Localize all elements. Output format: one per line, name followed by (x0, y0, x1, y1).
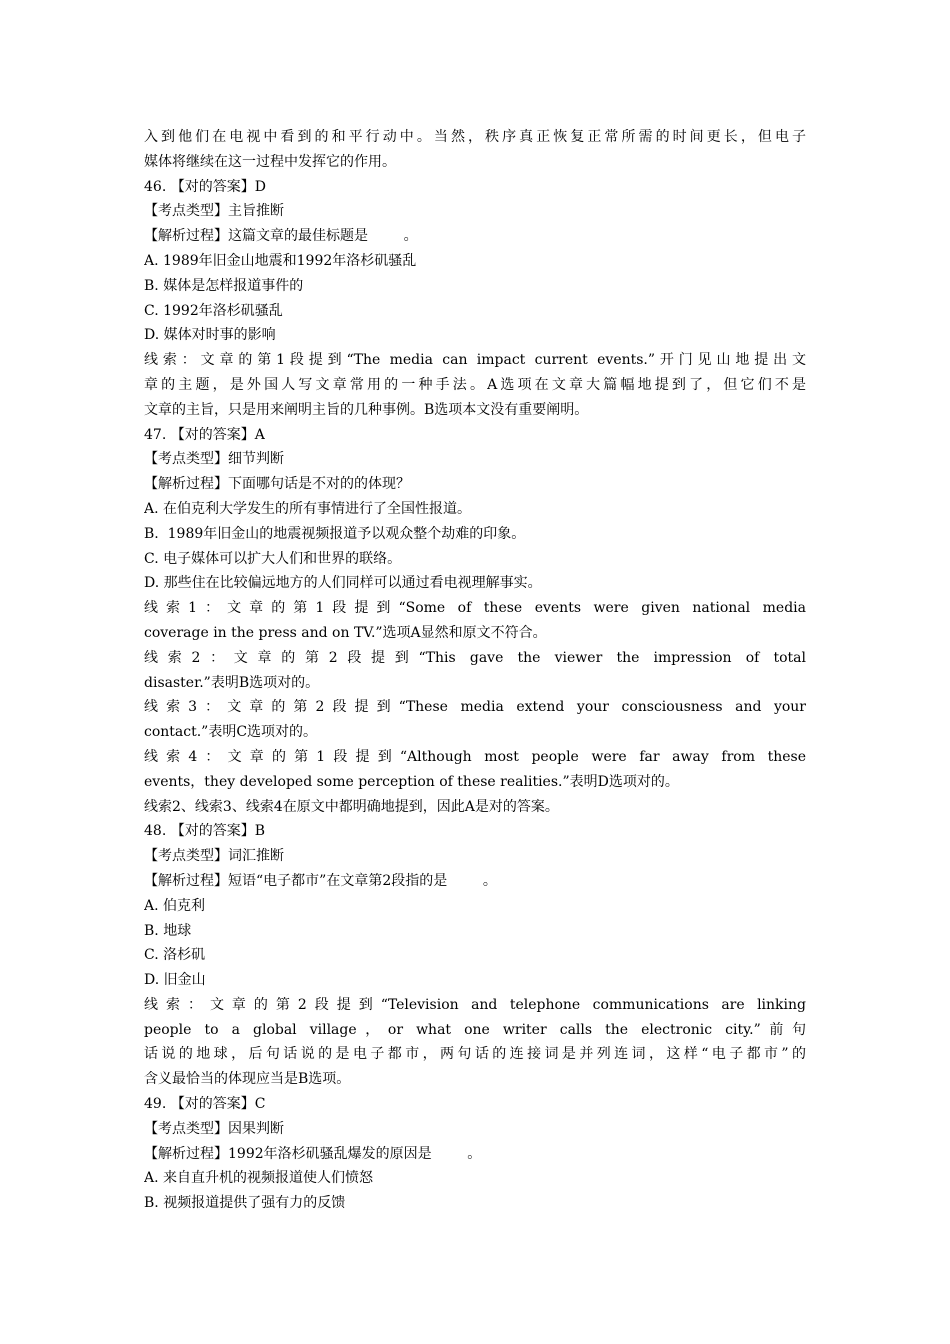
text-line: 线索3：文章的第2段提到“These media extend your consciousness and your (144, 699, 806, 716)
text-line: 含义最恰当的体现应当是B选项。 (144, 1071, 351, 1088)
text-line: 48. 【对的答案】B (144, 823, 266, 840)
text-line: contact.”表明C选项对的。 (144, 724, 318, 741)
text-line: B. 媒体是怎样报道事件的 (144, 277, 304, 294)
text-line: 【解析过程】这篇文章的最佳标题是 。 (144, 228, 418, 245)
text-line: 【解析过程】1992年洛杉矶骚乱爆发的原因是 。 (144, 1145, 482, 1162)
text-line: 【解析过程】短语“电子都市”在文章第2段指的是 。 (144, 872, 497, 889)
text-line: B. 1989年旧金山的地震视频报道予以观众整个劫难的印象。 (144, 525, 526, 542)
text-line: B. 地球 (144, 922, 192, 939)
text-line: A. 1989年旧金山地震和1992年洛杉矶骚乱 (144, 252, 417, 269)
text-line: events，they developed some perception of these realities.”表明D选项对的。 (144, 773, 679, 790)
text-line: C. 电子媒体可以扩大人们和世界的联络。 (144, 550, 402, 567)
text-line: 49. 【对的答案】C (144, 1096, 266, 1113)
text-line: 线索1：文章的第1段提到“Some of these events were given national media (144, 600, 806, 617)
text-line: 章的主题，是外国人写文章常用的一种手法。A选项在文章大篇幅地提到了，但它们不是 (144, 376, 806, 393)
text-line: 线索：文章的第2段提到“Television and telephone communications are linking (144, 996, 806, 1013)
document-body (144, 125, 806, 1216)
text-line: 线索4：文章的第1段提到“Although most people were far away from these (144, 748, 806, 765)
text-line: D. 那些住在比较偏远地方的人们同样可以通过看电视理解事实。 (144, 575, 542, 592)
text-line: A. 来自直升机的视频报道使人们愤怒 (144, 1170, 374, 1187)
text-line: coverage in the press and on TV.”选项A显然和原文不符合。 (144, 624, 547, 641)
text-line: D. 媒体对时事的影响 (144, 327, 276, 344)
text-line: people to a global village，or what one writer calls the electronic city.”前句 (144, 1021, 806, 1038)
text-line: C. 1992年洛杉矶骚乱 (144, 302, 283, 319)
text-line: A. 伯克利 (144, 897, 206, 914)
text-line: 话说的地球，后句话说的是电子都市，两句话的连接词是并列连词，这样“电子都市”的 (144, 1046, 806, 1063)
text-line: A. 在伯克利大学发生的所有事情进行了全国性报道。 (144, 500, 472, 517)
text-line: disaster.”表明B选项对的。 (144, 674, 320, 691)
text-line: 46. 【对的答案】D (144, 178, 266, 195)
text-line: 文章的主旨，只是用来阐明主旨的几种事例。B选项本文没有重要阐明。 (144, 401, 589, 418)
text-line: 【考点类型】词汇推断 (144, 848, 284, 865)
text-line: 线索：文章的第1段提到“The media can impact current events.”开门见山地提出文 (144, 352, 806, 369)
text-line: 47. 【对的答案】A (144, 426, 265, 443)
text-line: D. 旧金山 (144, 972, 206, 989)
text-line: 【考点类型】主旨推断 (144, 203, 284, 220)
text-line: C. 洛杉矶 (144, 947, 206, 964)
text-line: 【考点类型】因果判断 (144, 1120, 284, 1137)
text-line: B. 视频报道提供了强有力的反馈 (144, 1195, 346, 1212)
text-line: 入到他们在电视中看到的和平行动中。当然，秩序真正恢复正常所需的时间更长，但电子 (144, 129, 806, 145)
text-line: 【考点类型】细节判断 (144, 451, 284, 468)
text-line: 线索2：文章的第2段提到“This gave the viewer the impression of total (144, 649, 806, 666)
text-line: 【解析过程】下面哪句话是不对的的体现？ (144, 476, 410, 493)
text-line: 线索2、线索3、线索4在原文中都明确地提到，因此A是对的答案。 (144, 798, 559, 815)
text-line: 媒体将继续在这一过程中发挥它的作用。 (144, 153, 396, 170)
